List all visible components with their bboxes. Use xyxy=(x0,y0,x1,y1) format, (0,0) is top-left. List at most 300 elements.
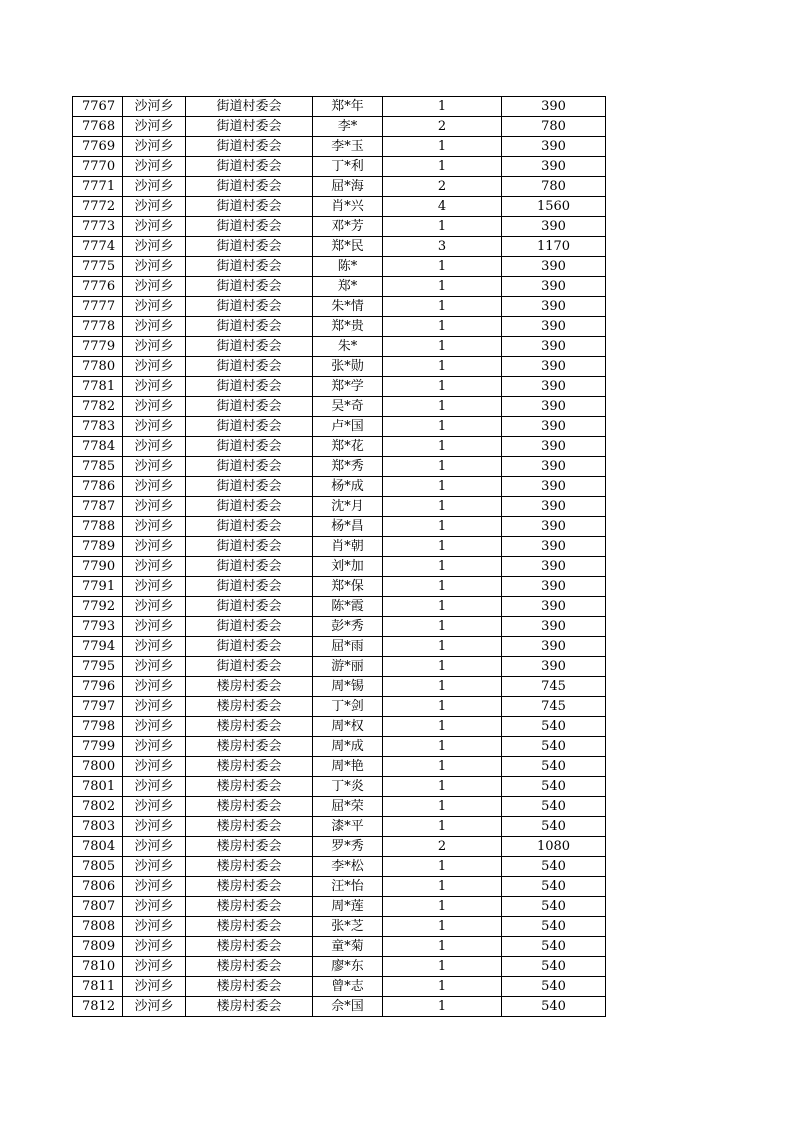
amount-cell: 390 xyxy=(502,597,606,617)
count-cell: 1 xyxy=(383,857,502,877)
table-row xyxy=(73,977,606,997)
village-cell: 街道村委会 xyxy=(186,197,313,217)
town-cell: 沙河乡 xyxy=(123,817,186,837)
name-cell: 李* xyxy=(313,117,383,137)
count-cell: 1 xyxy=(383,457,502,477)
count-cell: 1 xyxy=(383,257,502,277)
count-cell: 1 xyxy=(383,697,502,717)
id-cell: 7805 xyxy=(73,857,123,877)
town-cell: 沙河乡 xyxy=(123,497,186,517)
count-cell: 4 xyxy=(383,197,502,217)
table-row xyxy=(73,297,606,317)
town-cell: 沙河乡 xyxy=(123,977,186,997)
id-cell: 7771 xyxy=(73,177,123,197)
id-cell: 7784 xyxy=(73,437,123,457)
table-row xyxy=(73,177,606,197)
table-row xyxy=(73,137,606,157)
amount-cell: 1170 xyxy=(502,237,606,257)
id-cell: 7812 xyxy=(73,997,123,1017)
table-row xyxy=(73,997,606,1017)
name-cell: 刘*加 xyxy=(313,557,383,577)
village-cell: 楼房村委会 xyxy=(186,797,313,817)
count-cell: 1 xyxy=(383,877,502,897)
table-row xyxy=(73,637,606,657)
id-cell: 7801 xyxy=(73,777,123,797)
town-cell: 沙河乡 xyxy=(123,757,186,777)
table-row xyxy=(73,257,606,277)
table-row xyxy=(73,717,606,737)
name-cell: 肖*兴 xyxy=(313,197,383,217)
id-cell: 7807 xyxy=(73,897,123,917)
amount-cell: 540 xyxy=(502,897,606,917)
id-cell: 7811 xyxy=(73,977,123,997)
count-cell: 1 xyxy=(383,977,502,997)
town-cell: 沙河乡 xyxy=(123,717,186,737)
amount-cell: 390 xyxy=(502,397,606,417)
count-cell: 1 xyxy=(383,637,502,657)
town-cell: 沙河乡 xyxy=(123,277,186,297)
count-cell: 1 xyxy=(383,417,502,437)
name-cell: 郑*花 xyxy=(313,437,383,457)
amount-cell: 390 xyxy=(502,317,606,337)
id-cell: 7791 xyxy=(73,577,123,597)
village-cell: 街道村委会 xyxy=(186,597,313,617)
town-cell: 沙河乡 xyxy=(123,197,186,217)
amount-cell: 390 xyxy=(502,537,606,557)
village-cell: 楼房村委会 xyxy=(186,877,313,897)
count-cell: 1 xyxy=(383,757,502,777)
name-cell: 张*勋 xyxy=(313,357,383,377)
table-row xyxy=(73,377,606,397)
name-cell: 周*权 xyxy=(313,717,383,737)
id-cell: 7787 xyxy=(73,497,123,517)
id-cell: 7785 xyxy=(73,457,123,477)
name-cell: 郑* xyxy=(313,277,383,297)
table-row xyxy=(73,557,606,577)
amount-cell: 540 xyxy=(502,717,606,737)
name-cell: 周*锡 xyxy=(313,677,383,697)
village-cell: 街道村委会 xyxy=(186,417,313,437)
village-cell: 街道村委会 xyxy=(186,97,313,117)
count-cell: 1 xyxy=(383,657,502,677)
village-cell: 街道村委会 xyxy=(186,137,313,157)
amount-cell: 390 xyxy=(502,217,606,237)
count-cell: 1 xyxy=(383,597,502,617)
id-cell: 7796 xyxy=(73,677,123,697)
amount-cell: 780 xyxy=(502,177,606,197)
village-cell: 楼房村委会 xyxy=(186,897,313,917)
town-cell: 沙河乡 xyxy=(123,157,186,177)
table-row xyxy=(73,517,606,537)
town-cell: 沙河乡 xyxy=(123,737,186,757)
village-cell: 楼房村委会 xyxy=(186,997,313,1017)
table-row xyxy=(73,317,606,337)
name-cell: 佘*国 xyxy=(313,997,383,1017)
village-cell: 楼房村委会 xyxy=(186,937,313,957)
amount-cell: 390 xyxy=(502,297,606,317)
count-cell: 1 xyxy=(383,717,502,737)
amount-cell: 390 xyxy=(502,377,606,397)
village-cell: 街道村委会 xyxy=(186,497,313,517)
id-cell: 7768 xyxy=(73,117,123,137)
name-cell: 吴*奇 xyxy=(313,397,383,417)
village-cell: 街道村委会 xyxy=(186,337,313,357)
count-cell: 1 xyxy=(383,497,502,517)
name-cell: 郑*秀 xyxy=(313,457,383,477)
table-row xyxy=(73,837,606,857)
village-cell: 楼房村委会 xyxy=(186,677,313,697)
count-cell: 1 xyxy=(383,377,502,397)
count-cell: 1 xyxy=(383,297,502,317)
name-cell: 邓*芳 xyxy=(313,217,383,237)
name-cell: 漆*平 xyxy=(313,817,383,837)
name-cell: 朱*情 xyxy=(313,297,383,317)
amount-cell: 390 xyxy=(502,477,606,497)
name-cell: 屈*海 xyxy=(313,177,383,197)
amount-cell: 780 xyxy=(502,117,606,137)
table-row xyxy=(73,877,606,897)
town-cell: 沙河乡 xyxy=(123,797,186,817)
village-cell: 街道村委会 xyxy=(186,157,313,177)
village-cell: 街道村委会 xyxy=(186,317,313,337)
table-row xyxy=(73,937,606,957)
name-cell: 郑*民 xyxy=(313,237,383,257)
id-cell: 7798 xyxy=(73,717,123,737)
count-cell: 2 xyxy=(383,177,502,197)
town-cell: 沙河乡 xyxy=(123,217,186,237)
amount-cell: 540 xyxy=(502,797,606,817)
town-cell: 沙河乡 xyxy=(123,637,186,657)
table-row xyxy=(73,897,606,917)
name-cell: 卢*国 xyxy=(313,417,383,437)
id-cell: 7802 xyxy=(73,797,123,817)
count-cell: 2 xyxy=(383,117,502,137)
amount-cell: 390 xyxy=(502,517,606,537)
town-cell: 沙河乡 xyxy=(123,417,186,437)
count-cell: 1 xyxy=(383,957,502,977)
count-cell: 1 xyxy=(383,517,502,537)
table-row xyxy=(73,217,606,237)
table-row xyxy=(73,777,606,797)
amount-cell: 1560 xyxy=(502,197,606,217)
name-cell: 张*芝 xyxy=(313,917,383,937)
town-cell: 沙河乡 xyxy=(123,997,186,1017)
town-cell: 沙河乡 xyxy=(123,297,186,317)
village-cell: 街道村委会 xyxy=(186,477,313,497)
village-cell: 街道村委会 xyxy=(186,537,313,557)
id-cell: 7797 xyxy=(73,697,123,717)
village-cell: 街道村委会 xyxy=(186,517,313,537)
id-cell: 7786 xyxy=(73,477,123,497)
name-cell: 肖*朝 xyxy=(313,537,383,557)
count-cell: 1 xyxy=(383,997,502,1017)
name-cell: 周*莲 xyxy=(313,897,383,917)
name-cell: 彭*秀 xyxy=(313,617,383,637)
count-cell: 1 xyxy=(383,817,502,837)
village-cell: 街道村委会 xyxy=(186,557,313,577)
town-cell: 沙河乡 xyxy=(123,697,186,717)
table-row xyxy=(73,197,606,217)
amount-cell: 540 xyxy=(502,997,606,1017)
town-cell: 沙河乡 xyxy=(123,537,186,557)
table-row xyxy=(73,437,606,457)
amount-cell: 540 xyxy=(502,957,606,977)
amount-cell: 390 xyxy=(502,637,606,657)
table-row xyxy=(73,477,606,497)
id-cell: 7810 xyxy=(73,957,123,977)
village-cell: 街道村委会 xyxy=(186,377,313,397)
id-cell: 7804 xyxy=(73,837,123,857)
id-cell: 7779 xyxy=(73,337,123,357)
table-row xyxy=(73,957,606,977)
amount-cell: 390 xyxy=(502,457,606,477)
id-cell: 7808 xyxy=(73,917,123,937)
id-cell: 7789 xyxy=(73,537,123,557)
town-cell: 沙河乡 xyxy=(123,137,186,157)
town-cell: 沙河乡 xyxy=(123,617,186,637)
id-cell: 7781 xyxy=(73,377,123,397)
village-cell: 楼房村委会 xyxy=(186,857,313,877)
village-cell: 楼房村委会 xyxy=(186,697,313,717)
amount-cell: 540 xyxy=(502,757,606,777)
town-cell: 沙河乡 xyxy=(123,837,186,857)
amount-cell: 540 xyxy=(502,977,606,997)
name-cell: 杨*昌 xyxy=(313,517,383,537)
village-cell: 楼房村委会 xyxy=(186,777,313,797)
count-cell: 1 xyxy=(383,97,502,117)
count-cell: 1 xyxy=(383,937,502,957)
count-cell: 1 xyxy=(383,737,502,757)
town-cell: 沙河乡 xyxy=(123,437,186,457)
village-cell: 街道村委会 xyxy=(186,397,313,417)
town-cell: 沙河乡 xyxy=(123,177,186,197)
table-row xyxy=(73,817,606,837)
table-row xyxy=(73,577,606,597)
town-cell: 沙河乡 xyxy=(123,317,186,337)
town-cell: 沙河乡 xyxy=(123,677,186,697)
amount-cell: 390 xyxy=(502,617,606,637)
amount-cell: 390 xyxy=(502,137,606,157)
table-row xyxy=(73,117,606,137)
town-cell: 沙河乡 xyxy=(123,777,186,797)
id-cell: 7772 xyxy=(73,197,123,217)
count-cell: 1 xyxy=(383,797,502,817)
amount-cell: 390 xyxy=(502,337,606,357)
village-cell: 街道村委会 xyxy=(186,237,313,257)
id-cell: 7788 xyxy=(73,517,123,537)
town-cell: 沙河乡 xyxy=(123,597,186,617)
count-cell: 1 xyxy=(383,357,502,377)
id-cell: 7799 xyxy=(73,737,123,757)
count-cell: 1 xyxy=(383,337,502,357)
name-cell: 屈*荣 xyxy=(313,797,383,817)
village-cell: 街道村委会 xyxy=(186,257,313,277)
id-cell: 7778 xyxy=(73,317,123,337)
table-row xyxy=(73,237,606,257)
table-row xyxy=(73,857,606,877)
name-cell: 陈*霞 xyxy=(313,597,383,617)
id-cell: 7773 xyxy=(73,217,123,237)
count-cell: 1 xyxy=(383,217,502,237)
table-row xyxy=(73,697,606,717)
name-cell: 童*菊 xyxy=(313,937,383,957)
id-cell: 7777 xyxy=(73,297,123,317)
name-cell: 周*艳 xyxy=(313,757,383,777)
name-cell: 杨*成 xyxy=(313,477,383,497)
amount-cell: 540 xyxy=(502,817,606,837)
village-cell: 街道村委会 xyxy=(186,357,313,377)
id-cell: 7794 xyxy=(73,637,123,657)
name-cell: 李*松 xyxy=(313,857,383,877)
count-cell: 1 xyxy=(383,397,502,417)
count-cell: 1 xyxy=(383,137,502,157)
town-cell: 沙河乡 xyxy=(123,557,186,577)
village-cell: 楼房村委会 xyxy=(186,717,313,737)
town-cell: 沙河乡 xyxy=(123,937,186,957)
name-cell: 沈*月 xyxy=(313,497,383,517)
count-cell: 1 xyxy=(383,897,502,917)
name-cell: 郑*保 xyxy=(313,577,383,597)
count-cell: 3 xyxy=(383,237,502,257)
town-cell: 沙河乡 xyxy=(123,117,186,137)
name-cell: 郑*年 xyxy=(313,97,383,117)
table-row xyxy=(73,417,606,437)
id-cell: 7793 xyxy=(73,617,123,637)
town-cell: 沙河乡 xyxy=(123,257,186,277)
amount-cell: 390 xyxy=(502,657,606,677)
table-row xyxy=(73,397,606,417)
name-cell: 郑*学 xyxy=(313,377,383,397)
data-table xyxy=(72,96,606,1017)
village-cell: 街道村委会 xyxy=(186,457,313,477)
name-cell: 李*玉 xyxy=(313,137,383,157)
count-cell: 1 xyxy=(383,317,502,337)
table-row xyxy=(73,457,606,477)
village-cell: 楼房村委会 xyxy=(186,977,313,997)
town-cell: 沙河乡 xyxy=(123,857,186,877)
table-row xyxy=(73,497,606,517)
amount-cell: 540 xyxy=(502,917,606,937)
id-cell: 7803 xyxy=(73,817,123,837)
amount-cell: 540 xyxy=(502,877,606,897)
village-cell: 街道村委会 xyxy=(186,637,313,657)
town-cell: 沙河乡 xyxy=(123,377,186,397)
town-cell: 沙河乡 xyxy=(123,577,186,597)
table-row xyxy=(73,357,606,377)
id-cell: 7775 xyxy=(73,257,123,277)
id-cell: 7795 xyxy=(73,657,123,677)
name-cell: 周*成 xyxy=(313,737,383,757)
id-cell: 7776 xyxy=(73,277,123,297)
count-cell: 1 xyxy=(383,537,502,557)
amount-cell: 390 xyxy=(502,277,606,297)
village-cell: 街道村委会 xyxy=(186,657,313,677)
village-cell: 街道村委会 xyxy=(186,277,313,297)
amount-cell: 390 xyxy=(502,417,606,437)
village-cell: 楼房村委会 xyxy=(186,917,313,937)
amount-cell: 390 xyxy=(502,557,606,577)
count-cell: 1 xyxy=(383,577,502,597)
village-cell: 楼房村委会 xyxy=(186,957,313,977)
village-cell: 街道村委会 xyxy=(186,437,313,457)
name-cell: 廖*东 xyxy=(313,957,383,977)
name-cell: 郑*贵 xyxy=(313,317,383,337)
name-cell: 丁*炎 xyxy=(313,777,383,797)
town-cell: 沙河乡 xyxy=(123,337,186,357)
name-cell: 游*丽 xyxy=(313,657,383,677)
town-cell: 沙河乡 xyxy=(123,917,186,937)
id-cell: 7767 xyxy=(73,97,123,117)
name-cell: 丁*利 xyxy=(313,157,383,177)
table-row xyxy=(73,797,606,817)
amount-cell: 390 xyxy=(502,257,606,277)
id-cell: 7800 xyxy=(73,757,123,777)
name-cell: 汪*怡 xyxy=(313,877,383,897)
table-row xyxy=(73,617,606,637)
count-cell: 1 xyxy=(383,157,502,177)
town-cell: 沙河乡 xyxy=(123,657,186,677)
amount-cell: 540 xyxy=(502,857,606,877)
amount-cell: 540 xyxy=(502,937,606,957)
village-cell: 街道村委会 xyxy=(186,297,313,317)
name-cell: 罗*秀 xyxy=(313,837,383,857)
count-cell: 1 xyxy=(383,617,502,637)
id-cell: 7780 xyxy=(73,357,123,377)
amount-cell: 390 xyxy=(502,577,606,597)
table-row xyxy=(73,97,606,117)
table-row xyxy=(73,537,606,557)
count-cell: 1 xyxy=(383,777,502,797)
town-cell: 沙河乡 xyxy=(123,877,186,897)
town-cell: 沙河乡 xyxy=(123,237,186,257)
town-cell: 沙河乡 xyxy=(123,97,186,117)
table-row xyxy=(73,757,606,777)
town-cell: 沙河乡 xyxy=(123,357,186,377)
table-row xyxy=(73,157,606,177)
table-row xyxy=(73,337,606,357)
id-cell: 7809 xyxy=(73,937,123,957)
village-cell: 楼房村委会 xyxy=(186,757,313,777)
id-cell: 7792 xyxy=(73,597,123,617)
id-cell: 7806 xyxy=(73,877,123,897)
town-cell: 沙河乡 xyxy=(123,957,186,977)
table-row xyxy=(73,597,606,617)
table-body xyxy=(73,97,606,1017)
id-cell: 7769 xyxy=(73,137,123,157)
amount-cell: 745 xyxy=(502,697,606,717)
name-cell: 屈*雨 xyxy=(313,637,383,657)
id-cell: 7782 xyxy=(73,397,123,417)
amount-cell: 540 xyxy=(502,737,606,757)
name-cell: 丁*剑 xyxy=(313,697,383,717)
name-cell: 朱* xyxy=(313,337,383,357)
count-cell: 1 xyxy=(383,917,502,937)
count-cell: 1 xyxy=(383,437,502,457)
name-cell: 陈* xyxy=(313,257,383,277)
town-cell: 沙河乡 xyxy=(123,897,186,917)
count-cell: 1 xyxy=(383,277,502,297)
count-cell: 1 xyxy=(383,677,502,697)
village-cell: 街道村委会 xyxy=(186,117,313,137)
amount-cell: 390 xyxy=(502,437,606,457)
id-cell: 7783 xyxy=(73,417,123,437)
table-row xyxy=(73,917,606,937)
village-cell: 街道村委会 xyxy=(186,217,313,237)
id-cell: 7770 xyxy=(73,157,123,177)
amount-cell: 540 xyxy=(502,777,606,797)
name-cell: 曾*志 xyxy=(313,977,383,997)
village-cell: 楼房村委会 xyxy=(186,837,313,857)
